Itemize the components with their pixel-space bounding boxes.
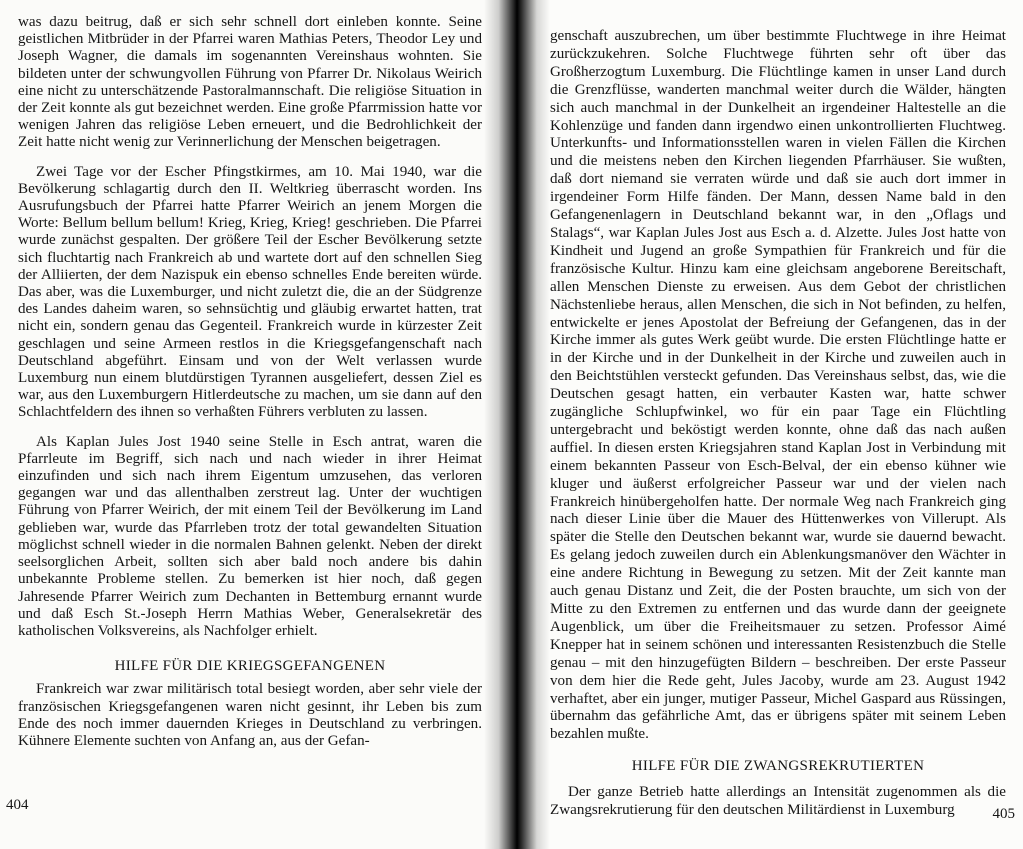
left-page	[0, 0, 506, 849]
right-page	[506, 0, 1023, 849]
right-page-number: 405	[992, 806, 1015, 822]
left-paragraph-3: Als Kaplan Jules Jost 1940 seine Stelle in Esch antrat, waren die Pfarrleute im Begriff, sich nach und nach wieder in ihrer Heimat einzufinden und sich nach ihrem Eigentum umzusehen, das verloren gegangen war und das allenthalben zerstreut lag. Unter der wuchtigen Führung von Pfarrer Weirich, der mit einem Teil der Bevölkerung im Land geblieben war, wurde das Pfarrleben trotz der total gewandelten Situation möglichst schnell wieder in die normalen Bahnen gelenkt. Neben der direkt seelsorglichen Arbeit, sollten sich aber bald noch andere bis dahin unbekannte Probleme stellen. Zu bemerken ist hier noch, daß gegen Jahresende Pfarrer Weirich zum Dechanten in Bettemburg ernannt wurde und daß Esch St.-Joseph Herrn Mathias Weber, Generalsekretär des katholischen Volksvereins, als Nachfolger erhielt.	[18, 433, 482, 639]
left-page-number: 404	[6, 797, 29, 813]
left-paragraph-after-heading: Frankreich war zwar militärisch total besiegt worden, aber sehr viele der französischen Kriegsgefangenen waren nicht gesinnt, ihr Leben bis zum Ende des noch immer dauernden Krieges in Deutschland zu verbringen. Kühnere Elemente suchten von Anfang an, aus der Gefan-	[18, 681, 482, 749]
left-paragraph-1: was dazu beitrug, daß er sich sehr schnell dort einleben konnte. Seine geistlichen Mitbrüder in der Pfarrei waren Mathias Peters, Theodor Ley und Joseph Wagner, die damals im sogenannten Vereinshaus wohnten. Sie bildeten unter der schwungvollen Führung von Pfarrer Dr. Nikolaus Weirich eine nicht zu unterschätzende Pastoralmannschaft. Die religiöse Situation in der Zeit konnte als gut bezeichnet werden. Eine große Pfarrmission hatte vor wenigen Jahren das religiöse Leben erneuert, und die Bedrohlichkeit der Zeit hatte nicht wenig zur Verinnerlichung der Menschen beigetragen.	[18, 14, 482, 151]
right-page-body	[550, 28, 1006, 820]
left-section-heading: HILFE FÜR DIE KRIEGSGEFANGENEN	[114, 658, 386, 675]
left-paragraph-2: Zwei Tage vor der Escher Pfingstkirmes, am 10. Mai 1940, war die Bevölkerung schlagartig durch den II. Weltkrieg überrascht worden. Ins Ausrufungsbuch der Pfarrei hatte Pfarrer Weirich an jenem Morgen die Worte: Bellum bellum bellum! Krieg, Krieg, Krieg! geschrieben. Die Pfarrei wurde zunächst gespalten. Der größere Teil der Escher Bevölkerung setzte sich fluchtartig nach Frankreich ab und wartete dort auf den schnellen Sieg der Alliierten, der dem Nazispuk ein ebenso schnelles Ende bereiten würde. Das aber, was die Luxemburger, und nicht zuletzt die, die an der Südgrenze des Landes daheim waren, so sehnsüchtig und gläubig erwartet hatten, trat nicht ein, sondern genau das Gegenteil. Frankreich wurde in kürzester Zeit geschlagen und seine Armeen restlos in die Kriegsgefangenschaft nach Deutschland abgeführt. Einsam und von der Welt verlassen wurde Luxemburg nun einem blutdürstigen Tyrannen ausgeliefert, dessen Ziel es war, aus den Luxemburgern Hitlerdeutsche zu machen, um sie dann auf den Schlachtfeldern des ihnen so verhaßten Führers verbluten zu lassen.	[18, 163, 482, 421]
right-section-heading: HILFE FÜR DIE ZWANGSREKRUTIERTEN	[631, 758, 925, 775]
left-page-body	[18, 14, 482, 750]
right-paragraph-after-heading: Der ganze Betrieb hatte allerdings an Intensität zugenommen als die Zwangsrekrutierung für den deutschen Militärdienst in Luxemburg	[550, 784, 1006, 819]
right-paragraph-1: genschaft auszubrechen, um über bestimmte Fluchtwege in ihre Heimat zurückzukehren. Solche Fluchtwege führten sehr oft über das Großherzogtum Luxemburg. Die Flüchtlinge kamen in unser Land durch die Grenzflüsse, wanderten manchmal weiter durch die Wälder, hängten sich auch manchmal in der Dunkelheit an irgendeiner Haltestelle an die Kohlenzüge und fanden dann irgendwo einen unkontrollierten Fluchtweg. Unterkunfts- und Informationsstellen waren in vielen Fällen die Kirchen und die meistens neben den Kirchen liegenden Pfarrhäuser. Sie wußten, daß dort niemand sie verraten würde und daß sie auch dort immer in irgendeiner Form Hilfe fänden. Der Mann, dessen Name bald in den Gefangenenlagern in Deutschland bekannt war, in den „Oflags und Stalags“, war Kaplan Jules Jost aus Esch a. d. Alzette. Jules Jost hatte von Kindheit und Jugend an große Sympathien für Frankreich und für die französische Kultur. Hinzu kam eine gleichsam angeborene Bereitschaft, allen Menschen Dienste zu erweisen. Aus dem Gebot der christlichen Nächstenliebe heraus, allen Menschen, die sich in Not befinden, zu helfen, entwickelte er jenes Apostolat der Befreiung der Gefangenen, das in der Kirche immer als gutes Werk geübt wurde. Die ersten Flüchtlinge hatte er in der Kirche und in der Dunkelheit in der Kirche und zuweilen auch in den Beichtstühlen versteckt gefunden. Das Vereinshaus selbst, das, wie die Deutschen gesagt hatten, ein verbauter Kasten war, hatte schwer zugängliche Schlupfwinkel, wo für ein paar Tage ein Flüchtling untergebracht und beköstigt werden konnte, ohne daß das nach außen auffiel. In diesen ersten Kriegsjahren stand Kaplan Jost in Verbindung mit einem bekannten Passeur von Esch-Belval, der ein ebenso kühner wie kluger und äußerst erfolgreicher Passeur war und der vielen nach Frankreich hinübergeholfen hatte. Der normale Weg nach Frankreich ging nach dieser Linie über die Mauer des Hüttenwerkes von Villerupt. Als später die Stelle den Deutschen bekannt war, wurde sie dauernd bewacht. Es gelang jedoch zuweilen durch ein Ablenkungsmanöver den Wächter in eine andere Richtung in Bewegung zu setzen. Mit der Zeit kannte man auch genau Distanz und Zeit, die der Posten brauchte, um sich von der Mitte zu den Extremen zu entfernen und das wurde dann der geeignete Augenblick, um über die Freiheitsmauer zu setzen. Professor Aimé Knepper hat in seinem schönen und interessanten Resistenzbuch die Stelle genau – mit den hinzugefügten Bildern – beschreiben. Der erste Passeur von dem hier die Rede geht, Jules Jacoby, wurde am 23. August 1942 verhaftet, aber ein junger, mutiger Passeur, Michel Gaspard aus Rüssingen, übernahm das gefährliche Amt, das er übrigens später mit seinem Leben bezahlen mußte.	[550, 28, 1006, 743]
